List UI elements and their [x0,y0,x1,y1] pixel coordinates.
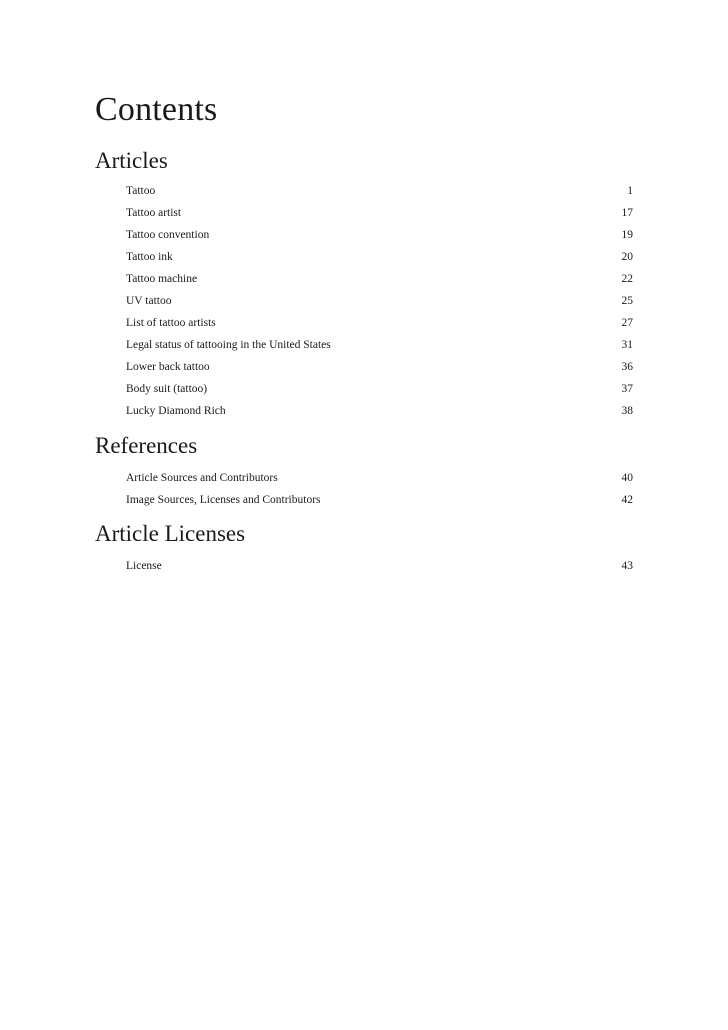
toc-entry-label[interactable]: License [126,560,162,572]
toc-entry-label[interactable]: List of tattoo artists [126,317,216,329]
toc-entry-image-sources[interactable] [95,489,635,511]
toc-entry-page: 36 [621,361,633,373]
toc-entry-page: 42 [621,494,633,506]
toc-entry-label[interactable]: Tattoo convention [126,229,210,241]
section-references [95,431,635,511]
toc-entry-legal-status[interactable] [95,334,635,356]
toc-entry-page: 37 [621,383,633,395]
toc-entry-label[interactable]: Lower back tattoo [126,361,210,373]
toc-entry-list-of-tattoo-artists[interactable] [95,312,635,334]
page-title: Contents [95,91,218,128]
section-article-licenses [95,519,635,577]
toc-entry-label[interactable]: Body suit (tattoo) [126,383,208,395]
toc-entry-page: 19 [621,229,633,241]
toc-entry-page: 17 [621,207,633,219]
section-heading: References [95,433,198,458]
toc-entry-label[interactable]: Tattoo artist [126,207,182,219]
toc-entry-page: 1 [627,185,633,197]
toc-entry-tattoo-artist[interactable] [95,202,635,224]
toc-entry-page: 27 [621,317,633,329]
toc-list [95,555,635,577]
toc-entry-label[interactable]: Legal status of tattooing in the United States [126,339,331,351]
toc-entry-uv-tattoo[interactable] [95,290,635,312]
toc-entry-label[interactable]: UV tattoo [126,295,172,307]
toc-entry-label[interactable]: Tattoo [126,185,156,197]
toc-entry-lower-back-tattoo[interactable] [95,356,635,378]
toc-entry-tattoo-ink[interactable] [95,246,635,268]
toc-entry-tattoo[interactable] [95,180,635,202]
toc-entry-article-sources[interactable] [95,467,635,489]
toc-entry-page: 38 [621,405,633,417]
section-heading: Articles [95,148,168,173]
section-articles [95,146,635,422]
toc-entry-lucky-diamond-rich[interactable] [95,400,635,422]
toc-entry-label[interactable]: Tattoo ink [126,251,173,263]
toc-entry-label[interactable]: Lucky Diamond Rich [126,405,226,417]
toc-entry-page: 25 [621,295,633,307]
toc-entry-label[interactable]: Image Sources, Licenses and Contributors [126,494,321,506]
toc-entry-page: 22 [621,273,633,285]
toc-entry-page: 43 [621,560,633,572]
toc-entry-body-suit[interactable] [95,378,635,400]
toc-entry-license[interactable] [95,555,635,577]
toc-entry-page: 31 [621,339,633,351]
toc-list [95,467,635,511]
toc-entry-tattoo-machine[interactable] [95,268,635,290]
toc-list [95,180,635,422]
section-heading: Article Licenses [95,521,246,546]
toc-entry-tattoo-convention[interactable] [95,224,635,246]
toc-entry-label[interactable]: Tattoo machine [126,273,198,285]
toc-entry-page: 20 [621,251,633,263]
toc-entry-page: 40 [621,472,633,484]
toc-entry-label[interactable]: Article Sources and Contributors [126,472,278,484]
